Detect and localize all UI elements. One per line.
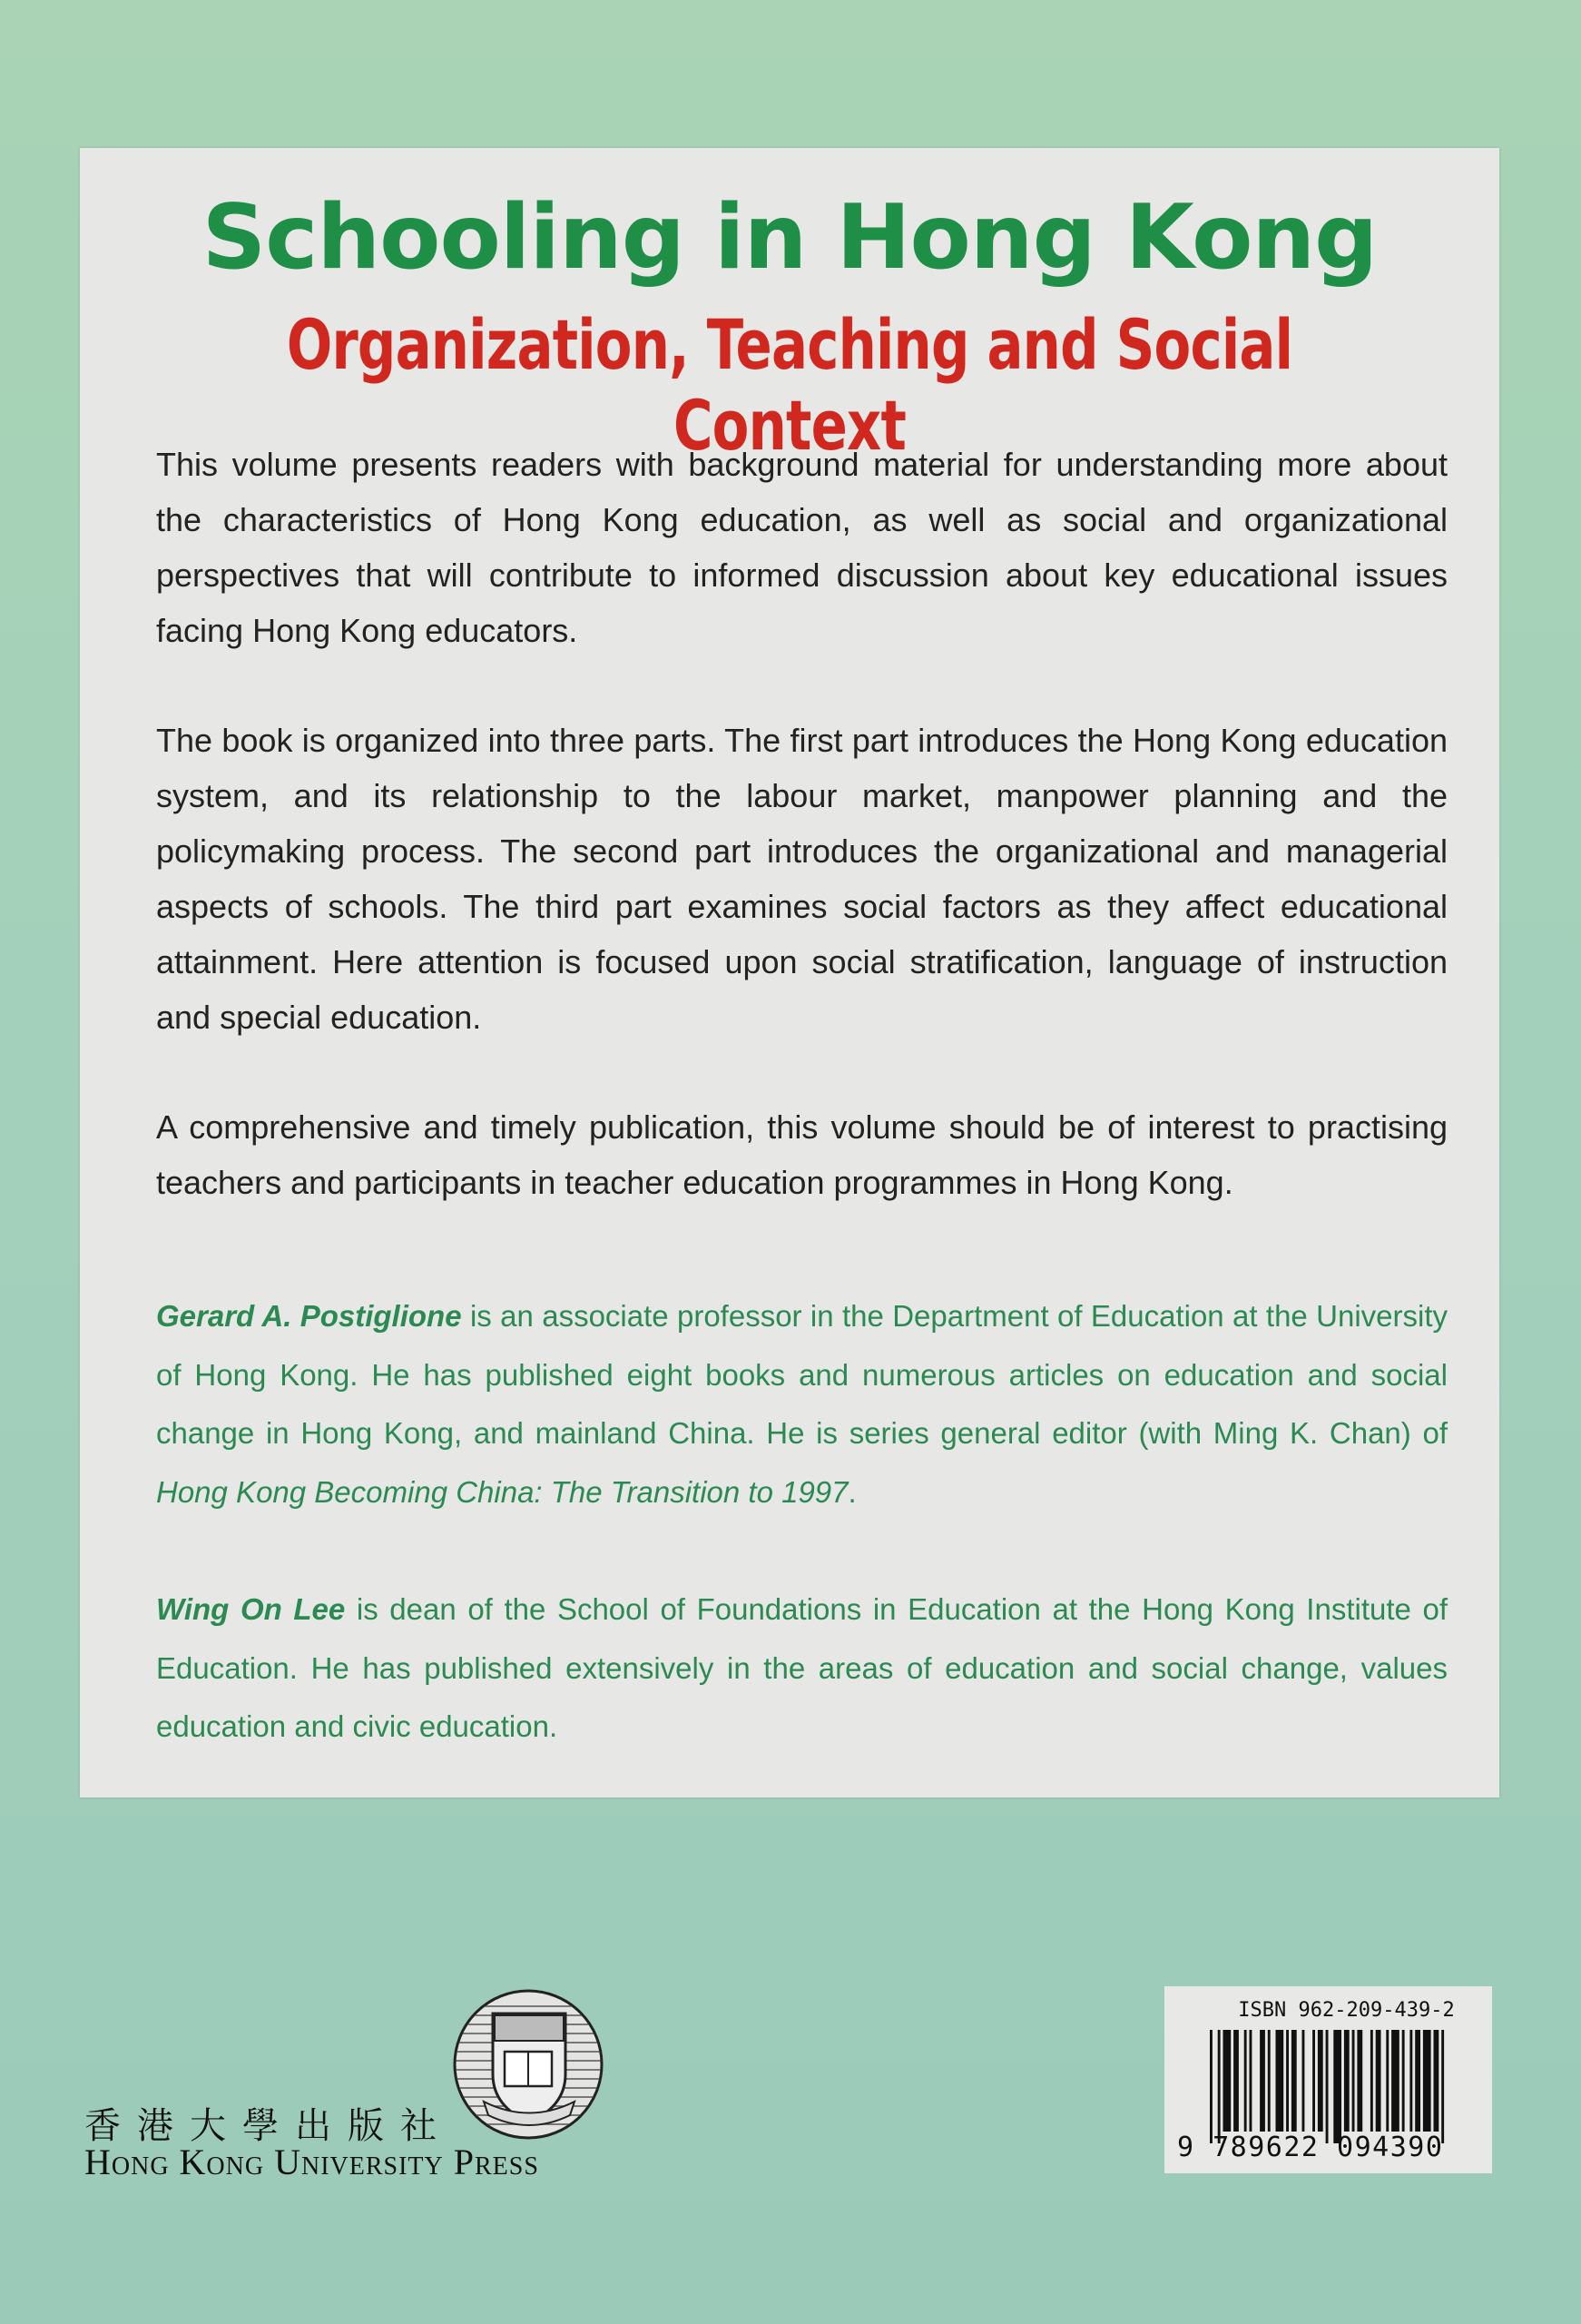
barcode-bar bbox=[1233, 2030, 1239, 2132]
barcode-bar bbox=[1344, 2030, 1350, 2132]
barcode-bar bbox=[1318, 2030, 1323, 2132]
barcode-bar bbox=[1409, 2030, 1412, 2132]
barcode-bar bbox=[1218, 2030, 1221, 2143]
barcode-bar bbox=[1434, 2030, 1439, 2132]
series-title: Hong Kong Becoming China: The Transition to 1997 bbox=[156, 1474, 849, 1509]
book-subtitle: Organization, Teaching and Social Context bbox=[286, 304, 1293, 466]
barcode-bar bbox=[1352, 2030, 1355, 2132]
author-bio bbox=[156, 1287, 1448, 1521]
barcode-bar bbox=[1286, 2030, 1289, 2132]
barcode-bar bbox=[1210, 2030, 1213, 2143]
publisher-name: Hong Kong University Press bbox=[84, 2142, 539, 2182]
author-bio bbox=[156, 1581, 1448, 1757]
book-title: Schooling in Hong Kong bbox=[201, 186, 1378, 290]
barcode-bar bbox=[1312, 2030, 1315, 2132]
author-name: Gerard A. Postiglione bbox=[156, 1299, 462, 1333]
barcode-bar bbox=[1441, 2030, 1444, 2143]
barcode-bar bbox=[1391, 2030, 1399, 2132]
barcode-bar bbox=[1302, 2030, 1305, 2132]
author-bios bbox=[156, 1287, 1448, 1816]
barcode-bar bbox=[1386, 2030, 1389, 2132]
author-name: Wing On Lee bbox=[156, 1592, 346, 1626]
barcode-bar bbox=[1370, 2030, 1373, 2132]
author-bio-text: is dean of the School of Foundations in Education at the Hong Kong Institute of Education. He has published extensively in the areas of education and social change, values education and civic education. bbox=[156, 1592, 1448, 1743]
description-paragraph: A comprehensive and timely publication, this volume should be of interest to practising teachers and participants in teacher education programmes in Hong Kong. bbox=[156, 1108, 1448, 1201]
barcode-bar bbox=[1250, 2030, 1252, 2132]
isbn-number: ISBN 962-209-439-2 bbox=[1238, 1999, 1455, 2022]
author-bio-text: is an associate professor in the Department of Education at the University of Hong Kong. He has published eight books and numerous articles on education and social change in Hong Kong, and mainland China. He is series general editor (with Ming K. Chan) of bbox=[156, 1299, 1448, 1450]
barcode-bar bbox=[1333, 2030, 1341, 2143]
description bbox=[156, 437, 1448, 1265]
bio-end: . bbox=[848, 1474, 857, 1509]
university-crest-icon bbox=[452, 1988, 604, 2141]
barcode-bar bbox=[1223, 2030, 1232, 2132]
description-paragraph: This volume presents readers with background material for understanding more about the characteristics of Hong Kong education, as well as social and organizational perspectives that will contribute to informed discussion about key educational issues facing Hong Kong educators. bbox=[156, 446, 1448, 649]
barcode-bar bbox=[1415, 2030, 1420, 2132]
publisher-chinese-name: 香港大學出版社 bbox=[84, 2105, 453, 2147]
isbn-barcode bbox=[1164, 1986, 1492, 2173]
barcode-bar bbox=[1260, 2030, 1265, 2132]
barcode-bars bbox=[1210, 2030, 1455, 2143]
barcode-bar bbox=[1376, 2030, 1381, 2132]
barcode-bar bbox=[1268, 2030, 1271, 2132]
back-cover-panel bbox=[80, 148, 1499, 1797]
barcode-bar bbox=[1244, 2030, 1247, 2132]
description-paragraph: The book is organized into three parts. The first part introduces the Hong Kong education system, and its relationship to the labour market, manpower planning and the policymaking process. The second part introduces the organizational and managerial aspects of schools. The third part examines social factors as they affect educational attainment. Here attention is focused upon social stratification, language of instruction and special education. bbox=[156, 722, 1448, 1036]
ean-number: 9 789622 094390 bbox=[1177, 2132, 1444, 2163]
barcode-bar bbox=[1357, 2030, 1362, 2132]
barcode-bar bbox=[1423, 2030, 1431, 2132]
barcode-bar bbox=[1402, 2030, 1405, 2132]
barcode-bar bbox=[1276, 2030, 1284, 2132]
barcode-bar bbox=[1291, 2030, 1297, 2132]
barcode-bar bbox=[1326, 2030, 1329, 2143]
